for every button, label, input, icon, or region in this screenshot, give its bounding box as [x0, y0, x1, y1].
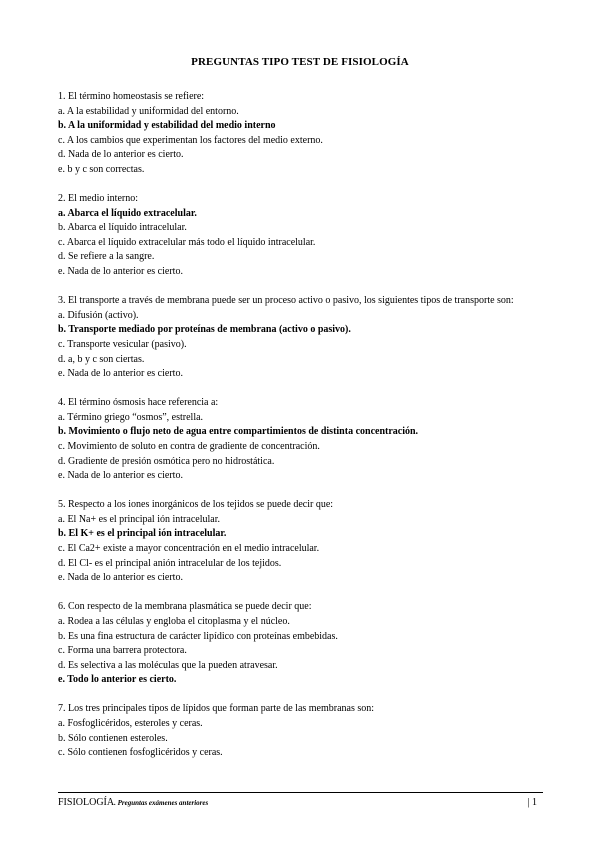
answer-option: c. El Ca2+ existe a mayor concentración en el medio intracelular.: [58, 543, 320, 555]
question-block: [58, 600, 548, 688]
question-text: 5. Respecto a los iones inorgánicos de los tejidos se puede decir que:: [58, 499, 334, 511]
answer-option: c. A los cambios que experimentan los factores del medio externo.: [58, 134, 323, 146]
question-text: 6. Con respecto de la membrana plasmática se puede decir que:: [58, 601, 312, 613]
answer-option: c. Transporte vesicular (pasivo).: [58, 338, 187, 350]
footer-subject: FISIOLOGÍA: [58, 797, 115, 808]
answer-option: b. Abarca el líquido intracelular.: [58, 222, 187, 234]
answer-option: e. b y c son correctas.: [58, 163, 145, 175]
answer-option: e. Nada de lo anterior es cierto.: [58, 368, 183, 380]
answer-option: c. Movimiento de soluto en contra de gradiente de concentración.: [58, 440, 320, 452]
answer-option: e. Nada de lo anterior es cierto.: [58, 470, 183, 482]
answer-option: d. Gradiente de presión osmótica pero no hidrostática.: [58, 455, 275, 467]
answer-option: a. A la estabilidad y uniformidad del entorno.: [58, 105, 239, 117]
page-title: PREGUNTAS TIPO TEST DE FISIOLOGÍA: [191, 56, 409, 68]
answer-option: b. Es una fina estructura de carácter lipídico con proteínas embebidas.: [58, 630, 338, 642]
question-text: 4. El término ósmosis hace referencia a:: [58, 397, 219, 409]
question-text: 1. El término homeostasis se refiere:: [58, 91, 205, 102]
answer-option-correct: e. Todo lo anterior es cierto.: [58, 674, 177, 686]
question-block: [58, 498, 548, 586]
question-text: 2. El medio interno:: [58, 193, 138, 205]
page-footer: [58, 792, 543, 808]
answer-option: a. Fosfoglicéridos, esteroles y ceras.: [58, 717, 203, 729]
question-list: [58, 90, 548, 775]
question-text: 3. El transporte a través de membrana puede ser un proceso activo o pasivo, los siguientes tipos de transporte son:: [58, 295, 514, 307]
question-block: [58, 90, 548, 178]
answer-option: c. Abarca el líquido extracelular más todo el líquido intracelular.: [58, 236, 316, 248]
answer-option: d. El Cl- es el principal anión intracelular de los tejidos.: [58, 557, 282, 569]
answer-option: b. Sólo contienen esteroles.: [58, 732, 168, 744]
question-block: [58, 294, 548, 382]
answer-option: c. Forma una barrera protectora.: [58, 645, 187, 657]
question-block: [58, 396, 548, 484]
footer-left: [58, 797, 208, 808]
answer-option: a. El Na+ es el principal ión intracelular.: [58, 513, 220, 525]
answer-option-correct: b. El K+ es el principal ión intracelular.: [58, 528, 227, 540]
footer-note: . Preguntas exámenes anteriores: [114, 799, 209, 807]
answer-option: e. Nada de lo anterior es cierto.: [58, 572, 183, 584]
answer-option: e. Nada de lo anterior es cierto.: [58, 266, 183, 278]
answer-option-correct: b. Movimiento o flujo neto de agua entre compartimientos de distinta concentración.: [58, 426, 419, 438]
answer-option: a. Rodea a las células y engloba el citoplasma y el núcleo.: [58, 615, 290, 627]
question-block: [58, 192, 548, 280]
question-block: [58, 702, 548, 760]
answer-option: a. Difusión (activo).: [58, 309, 139, 321]
answer-option: a. Término griego “osmos”, estrella.: [58, 411, 204, 423]
answer-option-correct: b. A la uniformidad y estabilidad del medio interno: [58, 120, 276, 132]
answer-option-correct: b. Transporte mediado por proteínas de membrana (activo o pasivo).: [58, 324, 351, 336]
answer-option-correct: a. Abarca el líquido extracelular.: [58, 207, 197, 219]
page-number: | 1: [527, 797, 537, 808]
answer-option: d. a, b y c son ciertas.: [58, 353, 145, 365]
answer-option: d. Nada de lo anterior es cierto.: [58, 149, 184, 161]
question-text: 7. Los tres principales tipos de lípidos que forman parte de las membranas son:: [58, 703, 375, 715]
answer-option: d. Es selectiva a las moléculas que la pueden atravesar.: [58, 659, 278, 671]
answer-option: d. Se refiere a la sangre.: [58, 251, 155, 263]
answer-option: c. Sólo contienen fosfoglicéridos y ceras.: [58, 747, 223, 759]
